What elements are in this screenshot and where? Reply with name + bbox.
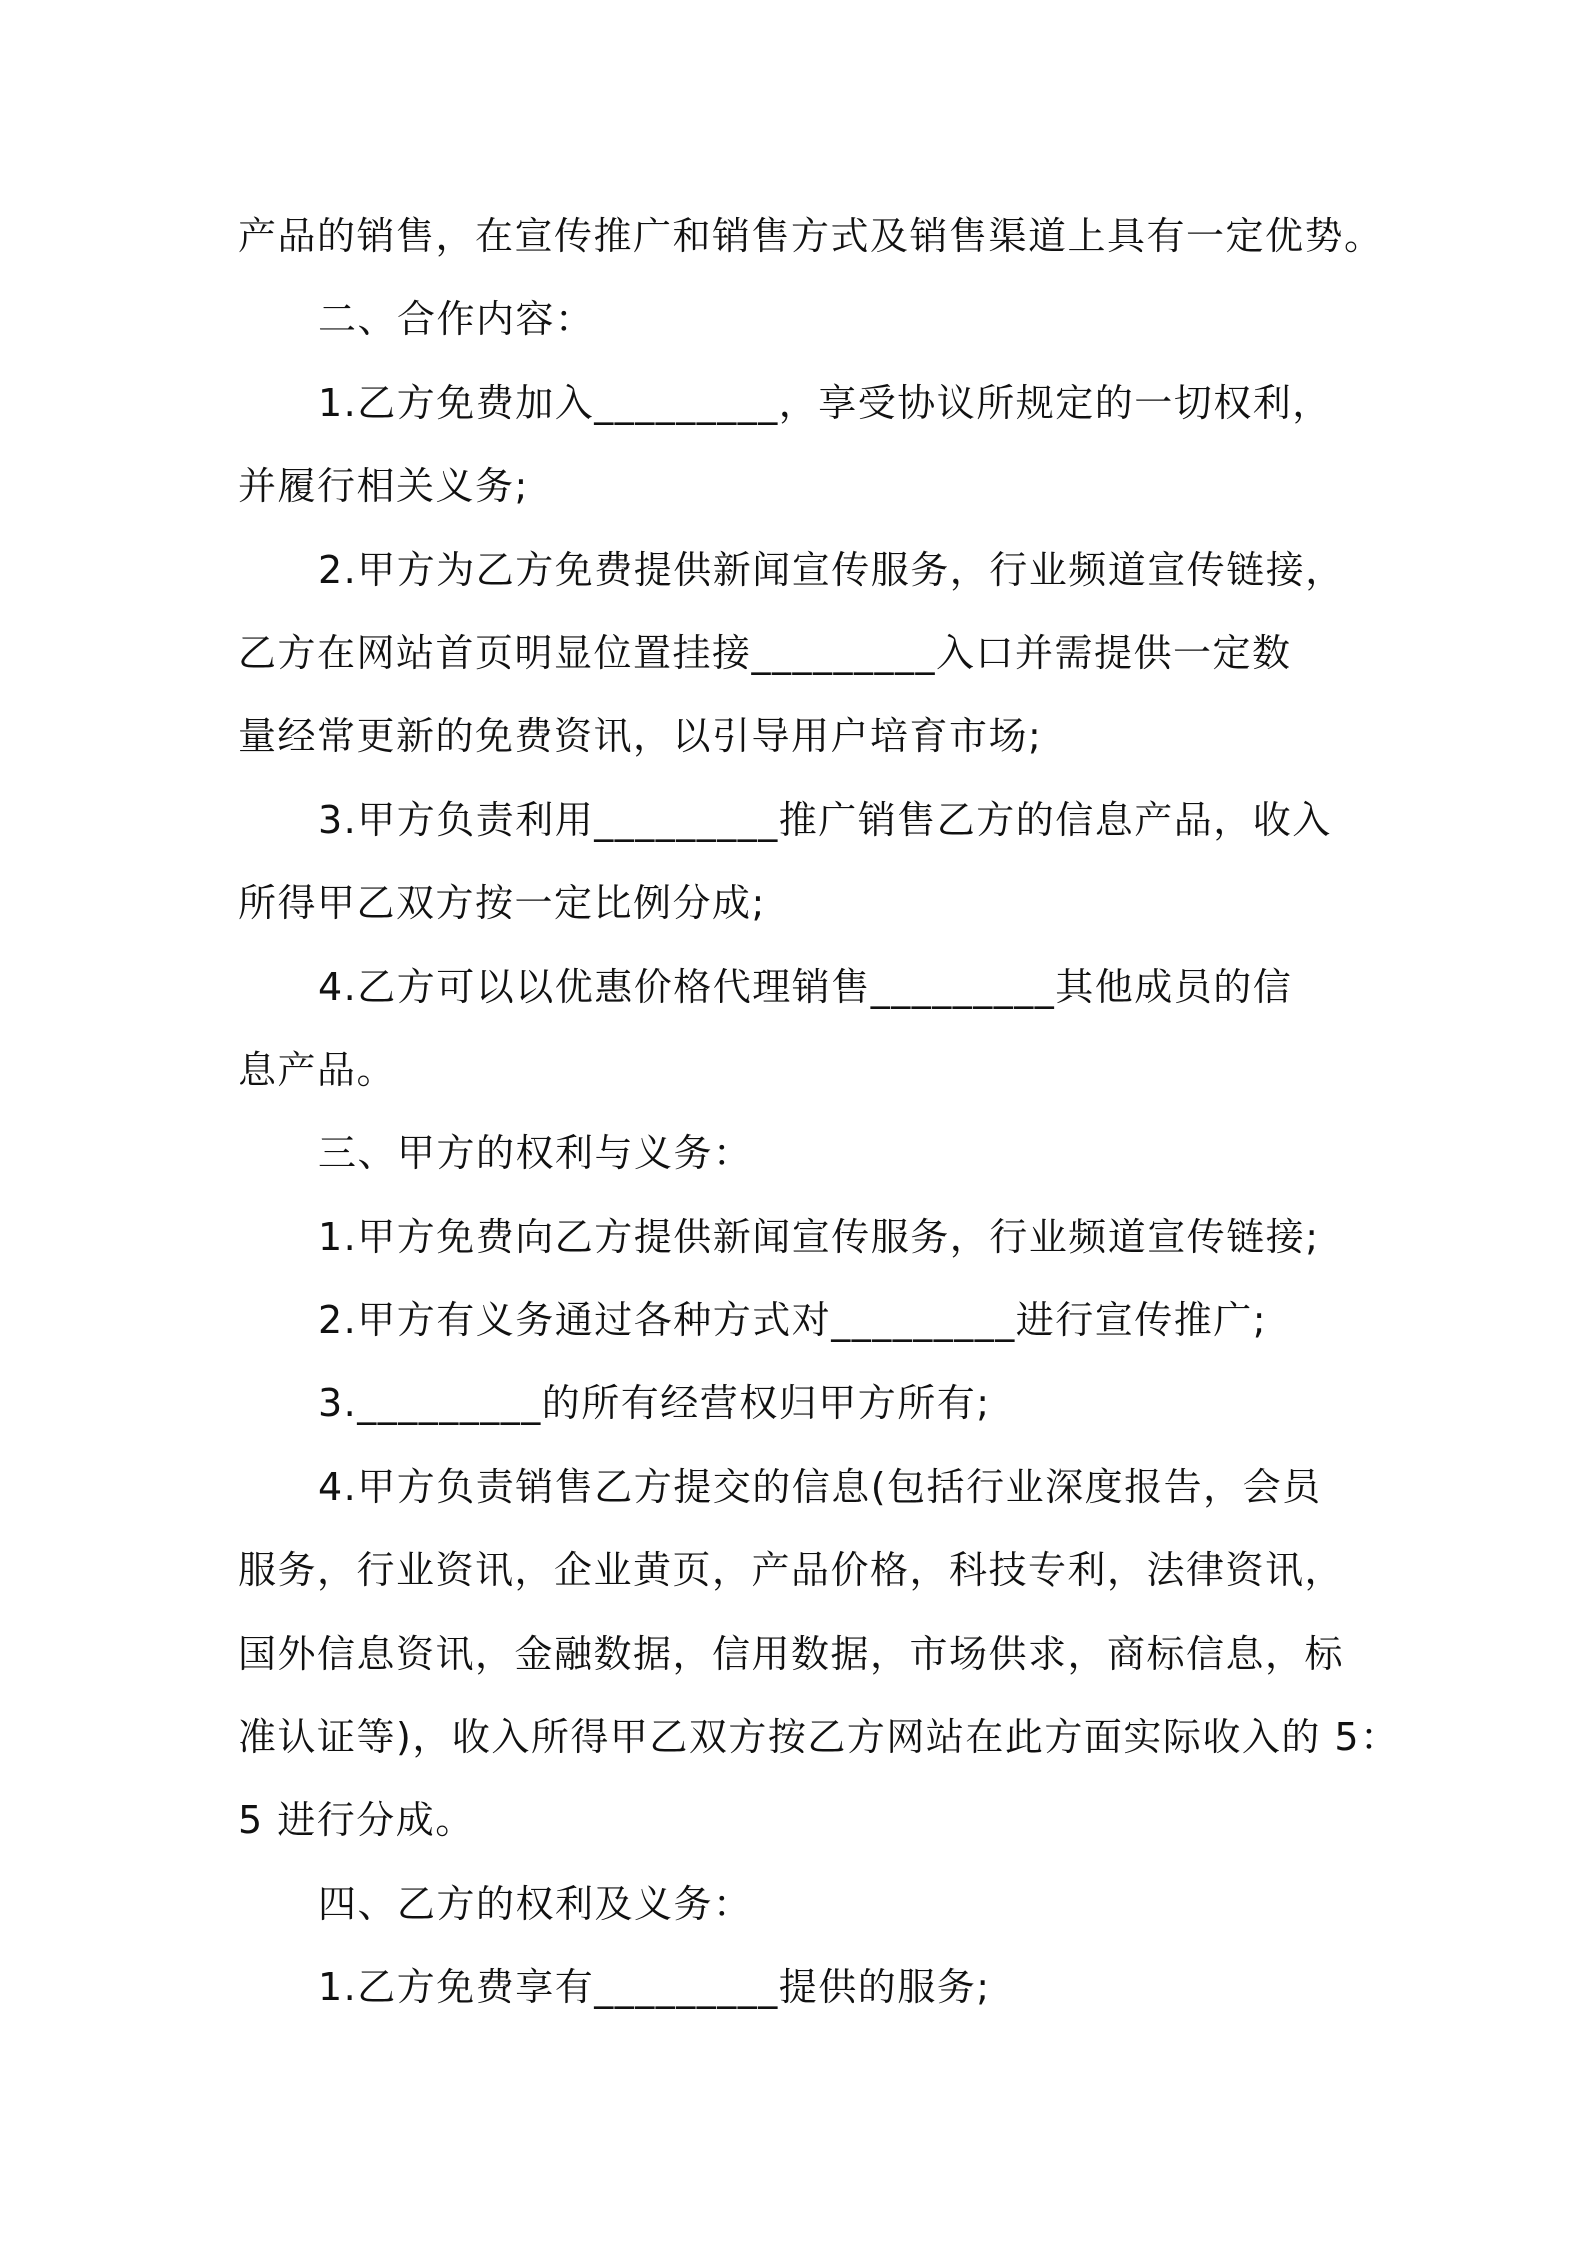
text-line: 准认证等)，收入所得甲乙双方按乙方网站在此方面实际收入的 5：	[238, 1715, 1400, 1760]
text-line: 5 进行分成。	[238, 1798, 475, 1843]
text-line: 1.乙方免费享有_________提供的服务;	[318, 1965, 991, 2010]
text-line: 1.甲方免费向乙方提供新闻宣传服务，行业频道宣传链接;	[318, 1214, 1320, 1259]
text-line: 四、乙方的权利及义务：	[318, 1881, 753, 1926]
text-line: 3.甲方负责利用_________推广销售乙方的信息产品，收入	[318, 797, 1332, 842]
text-line: 三、甲方的权利与义务：	[318, 1131, 753, 1176]
text-line: 4.乙方可以以优惠价格代理销售_________其他成员的信	[318, 964, 1293, 1009]
text-line: 国外信息资讯，金融数据，信用数据，市场供求，商标信息，标	[238, 1631, 1345, 1676]
document-body	[238, 195, 1400, 2030]
text-line: 2.甲方有义务通过各种方式对_________进行宣传推广;	[318, 1298, 1268, 1343]
text-line: 产品的销售，在宣传推广和销售方式及销售渠道上具有一定优势。	[238, 214, 1384, 258]
text-line: 服务，行业资讯，企业黄页，产品价格，科技专利，法律资讯，	[238, 1548, 1345, 1593]
text-line: 量经常更新的免费资讯，以引导用户培育市场;	[238, 714, 1043, 759]
text-line: 1.乙方免费加入_________，享受协议所规定的一切权利，	[318, 380, 1332, 425]
text-line: 乙方在网站首页明显位置挂接_________入口并需提供一定数	[238, 630, 1292, 675]
text-line: 二、合作内容：	[318, 297, 595, 342]
text-line: 4.甲方负责销售乙方提交的信息(包括行业深度报告，会员	[318, 1464, 1322, 1509]
text-line: 2.甲方为乙方免费提供新闻宣传服务，行业频道宣传链接，	[318, 547, 1345, 592]
text-line: 息产品。	[238, 1047, 397, 1092]
text-line: 并履行相关义务;	[238, 464, 529, 509]
text-line: 所得甲乙双方按一定比例分成;	[238, 881, 766, 926]
text-line: 3._________的所有经营权归甲方所有;	[318, 1381, 991, 1426]
